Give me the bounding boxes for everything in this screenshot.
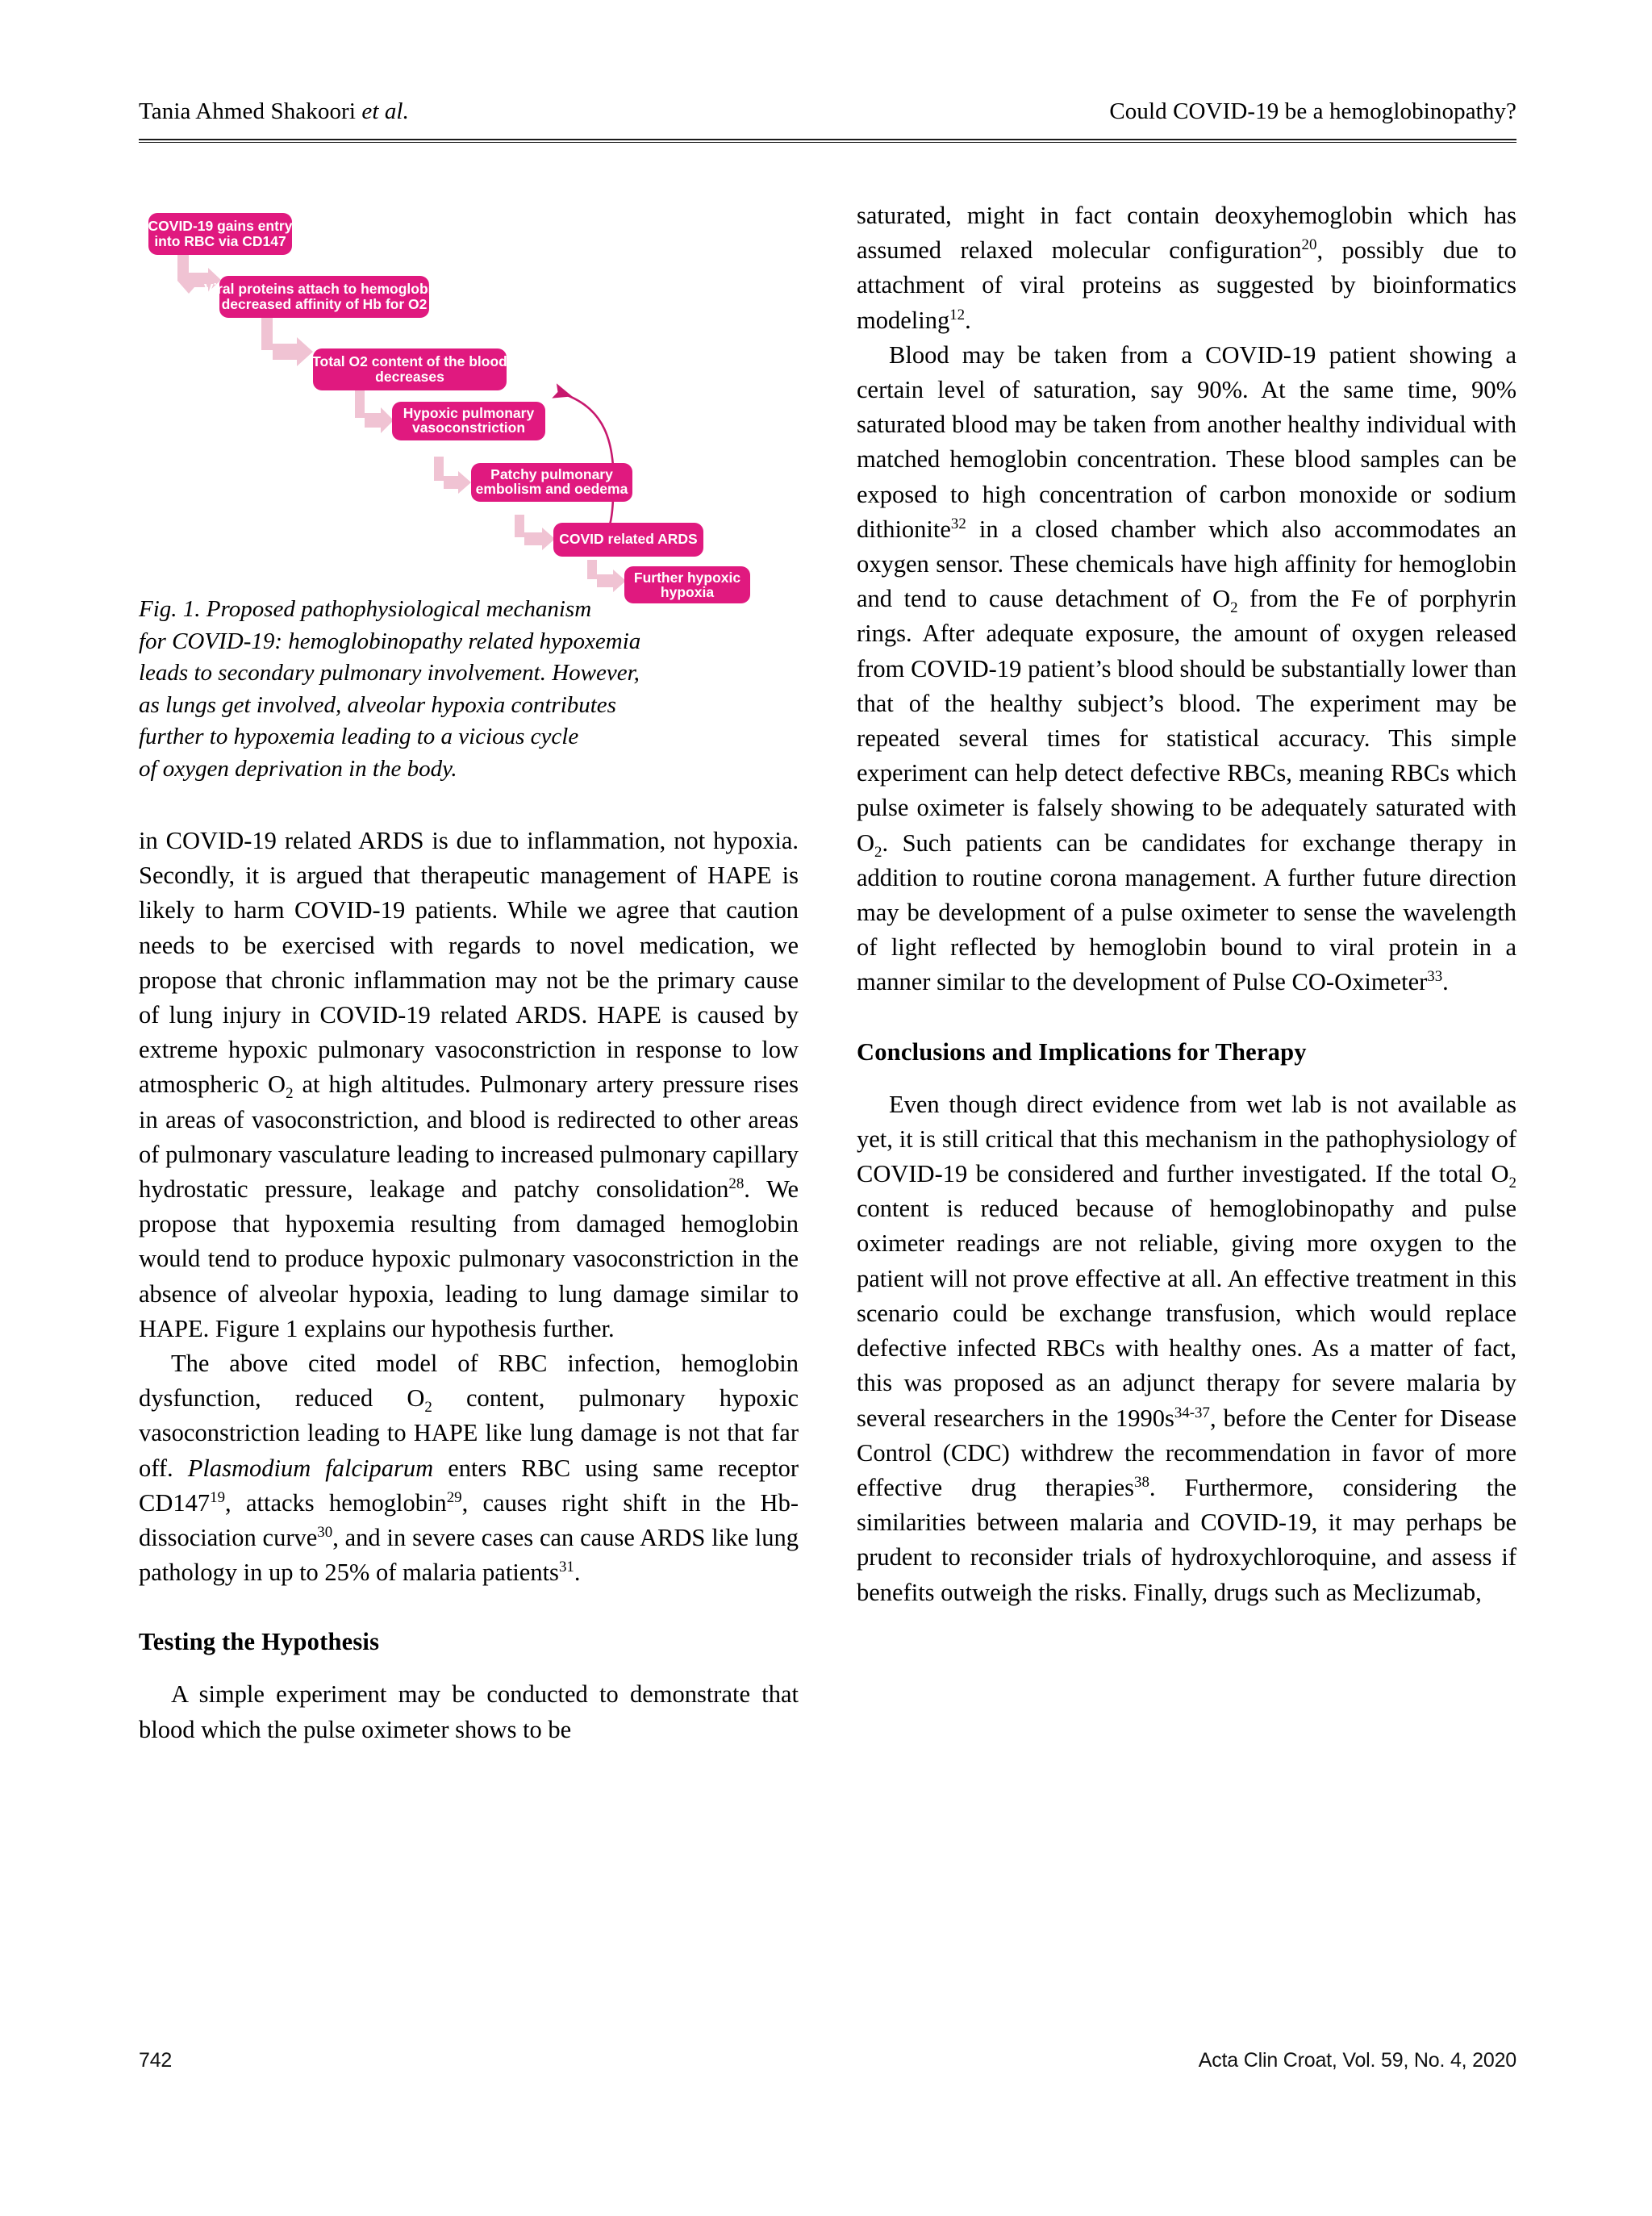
flow-box-1 xyxy=(148,213,293,255)
lp2-t3: enters RBC using same receptor CD147 xyxy=(139,1454,799,1517)
rp1-t1: saturated, might in fact contain deoxyhemoglobin which has assumed relaxed molecular configuration xyxy=(857,202,1516,265)
rp1-t3: . xyxy=(965,306,971,334)
flow-box-4-line2: vasoconstriction xyxy=(411,419,526,436)
lp1-t1: in COVID-19 related ARDS is due to inflammation, not hypoxia. Secondly, it is argued that therapeutic management of HAPE is likely to harm COVID-19 patients. While we agree that caution needs to be exercised with regards to novel medication, we propose that chronic inflammation may not be the primary cause of lung injury in COVID-19 related ARDS. HAPE is caused by extreme hypoxic pulmonary vasoconstriction in response to low atmospheric O xyxy=(139,827,799,1099)
flow-box-5-line1: Patchy pulmonary xyxy=(490,466,613,482)
section-heading-conclusions-and-implications: Conclusions and Implications for Therapy xyxy=(857,1037,1307,1066)
running-head-title: Could COVID-19 be a hemoglobinopathy? xyxy=(1109,98,1516,124)
rp1-sup1: 20 xyxy=(1301,236,1317,254)
lp2-sup2: 29 xyxy=(446,1488,462,1506)
rp2-t4: . Such patients can be candidates for exchange therapy in addition to routine corona management. A further future direction may be development of a pulse oximeter to sense the wavelength of light reflected by hemoglobin bound to viral protein in a manner similar to the development of Pulse CO-Oximeter xyxy=(857,828,1516,996)
flow-box-5-line2: embolism and oedema xyxy=(475,481,628,497)
flow-box-4 xyxy=(392,402,545,440)
lp2-t7: . xyxy=(574,1559,581,1587)
flow-box-4-line1: Hypoxic pulmonary xyxy=(403,405,535,421)
flow-box-6 xyxy=(553,523,703,557)
flow-box-1-line2: into RBC via CD147 xyxy=(154,233,286,249)
rp3-sub1: 2 xyxy=(1508,1175,1516,1192)
flow-box-1-line1: COVID-19 gains entry xyxy=(148,218,293,234)
flow-box-2-line2: decreased affinity of Hb for O2 xyxy=(221,296,428,312)
flow-box-2 xyxy=(204,276,444,318)
section-heading-testing-the-hypothesis: Testing the Hypothesis xyxy=(139,1628,380,1656)
flow-box-5 xyxy=(471,463,632,502)
rp1-t2: , possibly due to attachment of viral proteins as suggested by bioinformatics modeling xyxy=(857,236,1517,334)
rp3-t3: , before the Center for Disease Control (CDC) withdrew the recommendation in favor of more effective drug therapies xyxy=(857,1404,1516,1501)
rp3-t4: . Furthermore, considering the similarities between malaria and COVID-19, it may perhaps be prudent to reconsider trials of hydroxychloroquine, and assess if benefits outweigh the risks. Finally, drugs such as Meclizumab, xyxy=(857,1473,1517,1606)
flow-box-7-line2: hypoxia xyxy=(660,584,715,600)
flow-box-7-line1: Further hypoxic xyxy=(633,570,741,586)
rp2-sup1: 32 xyxy=(950,515,966,532)
header-rule xyxy=(139,139,1516,143)
lp2-italic-species: Plasmodium falciparum xyxy=(187,1454,434,1482)
lp2-sup4: 31 xyxy=(558,1559,574,1576)
rp3-t1: Even though direct evidence from wet lab is not available as yet, it is still critical that this mechanism in the pathophysiology of COVID-19 be considered and further investigated. If the total O xyxy=(857,1090,1516,1188)
flow-box-3 xyxy=(312,348,507,390)
flow-box-2-line1: Viral proteins attach to hemoglobin, xyxy=(203,281,445,297)
rp2-sup2: 33 xyxy=(1427,968,1443,986)
figure-caption-line-4: as lungs get involved, alveolar hypoxia contributes xyxy=(139,691,616,718)
rp1-sup2: 12 xyxy=(949,306,966,323)
right-paragraph-3 xyxy=(857,1087,1516,1610)
lp1-sub1: 2 xyxy=(286,1085,294,1103)
right-paragraph-1 xyxy=(857,198,1516,338)
lp2-t4: , attacks hemoglobin xyxy=(225,1488,447,1517)
flow-box-3-line2: decreases xyxy=(375,369,444,385)
rp2-t3: from the Fe of porphyrin rings. After adequate exposure, the amount of oxygen released from COVID-19 patient’s blood should be substantially lower than that of the healthy subject’s blood. The experiment may be repeated several times for statistical accuracy. This simple experiment can help detect defective RBCs, meaning RBCs which pulse oximeter is falsely showing to be adequately saturated with O xyxy=(857,585,1516,857)
running-head xyxy=(139,98,1516,125)
rp3-sup1: 34-37 xyxy=(1174,1404,1210,1421)
figure-caption-line-2: for COVID-19: hemoglobinopathy related hypoxemia xyxy=(139,628,641,654)
right-paragraph-2 xyxy=(857,338,1516,1000)
rp2-t1: Blood may be taken from a COVID-19 patient showing a certain level of saturation, say 90%. At the same time, 90% saturated blood may be taken from another healthy individual with matched hemoglobin concentration. These blood samples can be exposed to high concentration of carbon monoxide or sodium dithionite xyxy=(857,340,1516,543)
running-head-etal: et al. xyxy=(361,98,409,124)
lp2-t2: content, pulmonary hypoxic vasoconstriction leading to HAPE like lung damage is not that far off. xyxy=(139,1384,799,1482)
lp1-t2: at high altitudes. Pulmonary artery pressure rises in areas of vasoconstriction, and blood is redirected to other areas of pulmonary vasculature leading to increased pulmonary capillary hydrostatic pressure, leakage and patchy consolidation xyxy=(139,1070,799,1204)
figure-caption-line-3: leads to secondary pulmonary involvement. However, xyxy=(139,660,640,686)
rp2-t2: in a closed chamber which also accommodates an oxygen sensor. These chemicals have high affinity for hemoglobin and tend to cause detachment of O xyxy=(857,515,1516,613)
figure-1 xyxy=(139,198,799,600)
right-column xyxy=(857,198,1516,1610)
lp2-sup1: 19 xyxy=(210,1488,226,1506)
footer-journal-citation: Acta Clin Croat, Vol. 59, No. 4, 2020 xyxy=(1198,2049,1516,2072)
lp2-t1: The above cited model of RBC infection, hemoglobin dysfunction, reduced O xyxy=(139,1350,799,1413)
rp2-sub2: 2 xyxy=(874,843,882,861)
lp1-sup1: 28 xyxy=(728,1175,745,1192)
running-head-author-name: Tania Ahmed Shakoori xyxy=(139,98,356,124)
rp2-sub1: 2 xyxy=(1230,599,1238,617)
rp3-sup2: 38 xyxy=(1134,1473,1149,1491)
rp3-t2: content is reduced because of hemoglobinopathy and pulse oximeter readings are not reliable, giving more oxygen to the patient will not prove effective at all. An effective treatment in this scenario could be exchange transfusion, which would replace defective infected RBCs with healthy ones. As a matter of fact, this was proposed as an adjunct therapy for severe malaria by several researchers in the 1990s xyxy=(857,1195,1516,1432)
lp2-sub1: 2 xyxy=(424,1399,432,1417)
figure-1-flowchart xyxy=(139,198,799,600)
flow-box-6-line1: COVID related ARDS xyxy=(559,531,698,547)
lp2-t5: , causes right shift in the Hb-dissociation curve xyxy=(139,1488,799,1552)
figure-caption-line-6: of oxygen deprivation in the body. xyxy=(139,755,457,782)
rp2-t5: . xyxy=(1442,968,1449,996)
flow-box-3-line1: Total O2 content of the blood xyxy=(312,353,507,369)
figure-1-caption xyxy=(139,594,799,785)
left-column xyxy=(139,198,799,1747)
left-paragraph-2 xyxy=(139,1346,799,1590)
lp2-sup3: 30 xyxy=(317,1523,333,1541)
figure-caption-line-1: Fig. 1. Proposed pathophysiological mechanism xyxy=(139,596,592,622)
footer-page-number: 742 xyxy=(139,2049,173,2072)
left-paragraph-3: A simple experiment may be conducted to demonstrate that blood which the pulse oximeter shows to be xyxy=(139,1680,799,1743)
left-paragraph-1 xyxy=(139,824,799,1346)
lp2-t6: , and in severe cases can cause ARDS like lung pathology in up to 25% of malaria patients xyxy=(139,1524,799,1587)
running-head-author xyxy=(139,98,409,125)
page-footer xyxy=(139,2049,1516,2072)
flow-box-7 xyxy=(624,566,750,603)
figure-caption-line-5: further to hypoxemia leading to a vicious cycle xyxy=(139,724,579,749)
lp1-t3: . We propose that hypoxemia resulting from damaged hemoglobin would tend to produce hypoxic pulmonary vasoconstriction in the absence of alveolar hypoxia, leading to lung damage similar to HAPE. Figure 1 explains our hypothesis further. xyxy=(139,1175,799,1342)
